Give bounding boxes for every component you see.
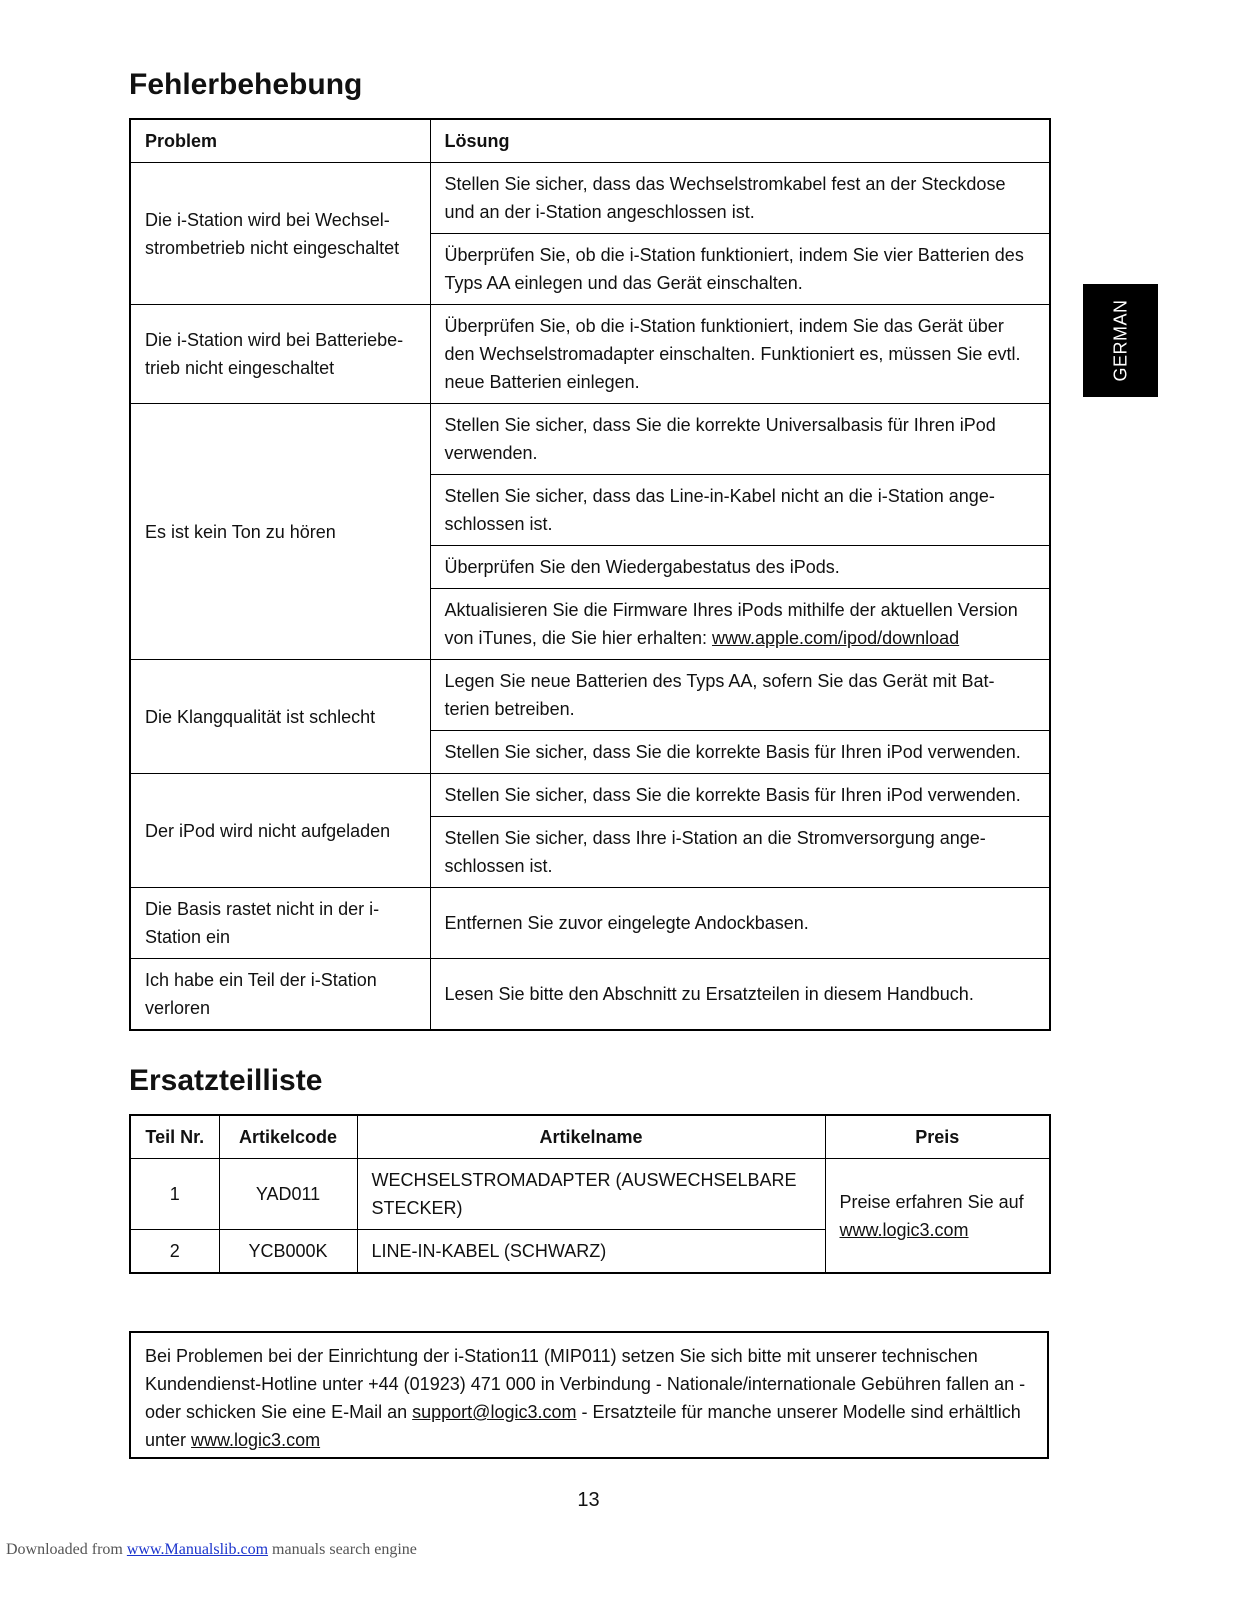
problem-cell: Die Klangqualität ist schlecht <box>130 660 430 774</box>
firmware-text: Aktualisieren Sie die Firmware Ihres iPods mithilfe der aktuellen Version von iTunes, die Sie hier erhalten: <box>444 600 1018 648</box>
table-row <box>130 163 1050 234</box>
solution-cell: Überprüfen Sie, ob die i-Station funktioniert, indem Sie das Gerät über den Wechselstromadapter einschalten. Funktioniert es, müssen Sie evtl. neue Batterien einlegen. <box>430 305 1050 404</box>
problem-cell: Es ist kein Ton zu hören <box>130 404 430 660</box>
part-number-cell: 2 <box>130 1230 219 1274</box>
table-row <box>130 404 1050 475</box>
table-row <box>130 888 1050 959</box>
solution-cell: Entfernen Sie zuvor eingelegte Andockbasen. <box>430 888 1050 959</box>
apple-download-link[interactable]: www.apple.com/ipod/download <box>712 628 960 648</box>
problem-column-header: Problem <box>130 119 430 163</box>
table-row <box>130 660 1050 731</box>
solution-column-header: Lösung <box>430 119 1050 163</box>
troubleshooting-heading: Fehlerbehebung <box>129 68 363 101</box>
solution-cell: Legen Sie neue Batterien des Typs AA, sofern Sie das Gerät mit Bat-terien betreiben. <box>430 660 1050 731</box>
problem-cell: Die Basis rastet nicht in der i-Station ein <box>130 888 430 959</box>
solution-cell: Stellen Sie sicher, dass Sie die korrekte Universalbasis für Ihren iPod verwenden. <box>430 404 1050 475</box>
troubleshooting-table <box>129 118 1051 1031</box>
solution-cell: Stellen Sie sicher, dass Sie die korrekte Basis für Ihren iPod verwenden. <box>430 731 1050 774</box>
table-row <box>130 1159 1050 1230</box>
page-number: 13 <box>577 1489 600 1511</box>
part-number-header: Teil Nr. <box>130 1115 219 1159</box>
table-row <box>130 959 1050 1031</box>
table-header-row <box>130 1115 1050 1159</box>
article-code-cell: YAD011 <box>219 1159 357 1230</box>
table-row <box>130 774 1050 817</box>
problem-cell: Ich habe ein Teil der i-Station verloren <box>130 959 430 1031</box>
manualslib-link[interactable]: www.Manualslib.com <box>126 1541 269 1558</box>
solution-cell: Stellen Sie sicher, dass das Wechselstromkabel fest an der Steckdose und an der i-Station angeschlossen ist. <box>430 163 1050 234</box>
table-row <box>130 305 1050 404</box>
solution-cell: Stellen Sie sicher, dass das Line-in-Kabel nicht an die i-Station ange-schlossen ist. <box>430 475 1050 546</box>
problem-cell: Die i-Station wird bei Batteriebe-trieb nicht eingeschaltet <box>130 305 430 404</box>
solution-cell: Stellen Sie sicher, dass Sie die korrekte Basis für Ihren iPod verwenden. <box>430 774 1050 817</box>
solution-cell: Überprüfen Sie den Wiedergabestatus des iPods. <box>430 546 1050 589</box>
support-email-link[interactable]: support@logic3.com <box>412 1402 577 1422</box>
problem-cell: Der iPod wird nicht aufgeladen <box>130 774 430 888</box>
article-code-cell: YCB000K <box>219 1230 357 1274</box>
solution-cell: Lesen Sie bitte den Abschnitt zu Ersatzteilen in diesem Handbuch. <box>430 959 1050 1031</box>
solution-cell: Überprüfen Sie, ob die i-Station funktioniert, indem Sie vier Batterien des Typs AA einlegen und das Gerät einschalten. <box>430 234 1050 305</box>
logic3-price-link[interactable]: www.logic3.com <box>839 1219 969 1240</box>
support-contact-box <box>129 1331 1049 1459</box>
article-name-cell: LINE-IN-KABEL (SCHWARZ) <box>357 1230 825 1274</box>
article-code-header: Artikelcode <box>219 1115 357 1159</box>
logic3-website-link[interactable]: www.logic3.com <box>191 1430 321 1450</box>
download-footer <box>6 1541 417 1559</box>
price-header: Preis <box>825 1115 1050 1159</box>
parts-table <box>129 1114 1051 1274</box>
solution-cell <box>430 589 1050 660</box>
footer-suffix: manuals search engine <box>268 1541 417 1558</box>
article-name-header: Artikelname <box>357 1115 825 1159</box>
language-side-tab <box>1083 284 1158 397</box>
table-header-row <box>130 119 1050 163</box>
language-label: GERMAN <box>1110 299 1131 382</box>
contact-text-continued: - Ersatzteile für manche unserer Modelle sind erhältlich unter <box>145 1402 1021 1450</box>
price-cell <box>825 1159 1050 1274</box>
problem-cell: Die i-Station wird bei Wechsel-strombetrieb nicht eingeschaltet <box>130 163 430 305</box>
contact-text: Bei Problemen bei der Einrichtung der i-Station11 (MIP011) setzen Sie sich bitte mit unserer technischen Kundendienst-Hotline unter +44 (01923) 471 000 in Verbindung - Nationale/internationale Gebühren fallen an - oder schicken Sie eine E-Mail an <box>145 1346 1026 1422</box>
footer-prefix: Downloaded from <box>6 1541 127 1558</box>
parts-list-heading: Ersatzteilliste <box>129 1064 323 1097</box>
price-text: Preise erfahren Sie auf <box>839 1191 1024 1212</box>
part-number-cell: 1 <box>130 1159 219 1230</box>
solution-cell: Stellen Sie sicher, dass Ihre i-Station an die Stromversorgung ange-schlossen ist. <box>430 817 1050 888</box>
article-name-cell: WECHSELSTROMADAPTER (AUSWECHSELBARE STECKER) <box>357 1159 825 1230</box>
